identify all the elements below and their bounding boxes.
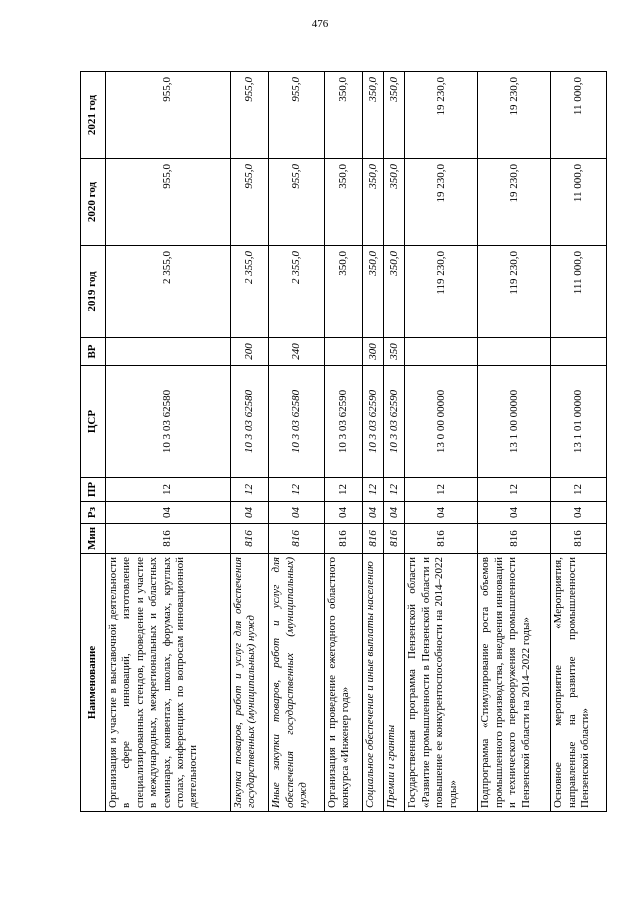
row-name: Иные закупки товаров, работ и услуг для обеспечения государственных (муниципальных) нужд — [269, 554, 325, 812]
row-amount-2019: 2 355,0 — [230, 246, 268, 338]
row-min: 816 — [324, 524, 362, 554]
row-pr: 12 — [551, 478, 607, 502]
row-amount-2020: 955,0 — [269, 159, 325, 246]
row-rz: 04 — [269, 502, 325, 524]
row-name: Подпрограмма «Стимулирование роста объемов промышленного производства, внедрения инноваций и технического перевооружения промышленности Пензенской области на 2014–2022 годы» — [478, 554, 551, 812]
row-amount-2021: 350,0 — [384, 72, 405, 159]
row-vr: 350 — [384, 338, 405, 366]
row-vr — [405, 338, 478, 366]
row-min: 816 — [363, 524, 384, 554]
row-min: 816 — [405, 524, 478, 554]
row-min: 816 — [384, 524, 405, 554]
row-amount-2021: 955,0 — [106, 72, 231, 159]
row-pr: 12 — [106, 478, 231, 502]
row-amount-2019: 119 230,0 — [478, 246, 551, 338]
table-row — [478, 72, 551, 812]
row-amount-2020: 955,0 — [106, 159, 231, 246]
row-csr: 10 3 03 62590 — [363, 366, 384, 478]
row-amount-2019: 350,0 — [363, 246, 384, 338]
row-amount-2020: 19 230,0 — [405, 159, 478, 246]
row-min: 816 — [269, 524, 325, 554]
table-row — [384, 72, 405, 812]
rotated-table-frame — [80, 72, 607, 812]
table-body — [106, 72, 607, 812]
row-min: 816 — [478, 524, 551, 554]
row-csr: 13 1 00 00000 — [478, 366, 551, 478]
row-rz: 04 — [551, 502, 607, 524]
row-amount-2020: 955,0 — [230, 159, 268, 246]
table-row — [269, 72, 325, 812]
row-amount-2019: 2 355,0 — [269, 246, 325, 338]
table-row — [324, 72, 362, 812]
header-pr: ПР — [81, 478, 106, 502]
row-pr: 12 — [230, 478, 268, 502]
row-name: Основное мероприятие «Мероприятия, направленные на развитие промышленности Пензенской области» — [551, 554, 607, 812]
row-vr: 200 — [230, 338, 268, 366]
header-rz: Рз — [81, 502, 106, 524]
budget-table — [80, 71, 607, 812]
header-2020: 2020 год — [81, 159, 106, 246]
row-amount-2021: 350,0 — [324, 72, 362, 159]
row-name: Социальное обеспечение и иные выплаты населению — [363, 554, 384, 812]
row-rz: 04 — [478, 502, 551, 524]
row-pr: 12 — [384, 478, 405, 502]
row-rz: 04 — [405, 502, 478, 524]
row-amount-2019: 119 230,0 — [405, 246, 478, 338]
row-rz: 04 — [230, 502, 268, 524]
row-vr: 240 — [269, 338, 325, 366]
row-amount-2021: 19 230,0 — [405, 72, 478, 159]
row-pr: 12 — [269, 478, 325, 502]
row-amount-2021: 955,0 — [269, 72, 325, 159]
row-name: Закупка товаров, работ и услуг для обеспечения государственных (муниципальных) нужд — [230, 554, 268, 812]
row-vr — [478, 338, 551, 366]
row-amount-2021: 955,0 — [230, 72, 268, 159]
row-amount-2019: 2 355,0 — [106, 246, 231, 338]
row-amount-2021: 350,0 — [363, 72, 384, 159]
page-number: 476 — [311, 18, 329, 30]
header-2021: 2021 год — [81, 72, 106, 159]
table-row — [551, 72, 607, 812]
row-csr: 10 3 03 62590 — [384, 366, 405, 478]
row-amount-2020: 350,0 — [324, 159, 362, 246]
row-pr: 12 — [324, 478, 362, 502]
row-csr: 13 0 00 00000 — [405, 366, 478, 478]
row-vr — [324, 338, 362, 366]
header-vr: ВР — [81, 338, 106, 366]
header-min: Мин — [81, 524, 106, 554]
table-row — [106, 72, 231, 812]
row-amount-2021: 11 000,0 — [551, 72, 607, 159]
row-min: 816 — [106, 524, 231, 554]
row-name: Организация и проведение ежегодного областного конкурса «Инженер года» — [324, 554, 362, 812]
row-rz: 04 — [324, 502, 362, 524]
row-amount-2021: 19 230,0 — [478, 72, 551, 159]
row-min: 816 — [551, 524, 607, 554]
row-amount-2020: 350,0 — [363, 159, 384, 246]
row-pr: 12 — [478, 478, 551, 502]
row-amount-2019: 350,0 — [384, 246, 405, 338]
row-pr: 12 — [405, 478, 478, 502]
row-vr — [551, 338, 607, 366]
row-csr: 10 3 03 62590 — [324, 366, 362, 478]
row-pr: 12 — [363, 478, 384, 502]
row-name: Организация и участие в выставочной деятельности в сфере инноваций, изготовление специализированных стендов, проведение и участие в международных, межрегиональных и областных семинарах, конвентах, школах, форумах, круглых столах, конференциях по вопросам инновационной деятельности — [106, 554, 231, 812]
row-amount-2020: 19 230,0 — [478, 159, 551, 246]
row-amount-2019: 111 000,0 — [551, 246, 607, 338]
row-vr: 300 — [363, 338, 384, 366]
row-csr: 10 3 03 62580 — [269, 366, 325, 478]
row-rz: 04 — [363, 502, 384, 524]
row-amount-2020: 350,0 — [384, 159, 405, 246]
row-rz: 04 — [384, 502, 405, 524]
row-name: Премии и гранты — [384, 554, 405, 812]
row-csr: 13 1 01 00000 — [551, 366, 607, 478]
row-vr — [106, 338, 231, 366]
row-rz: 04 — [106, 502, 231, 524]
table-rotation-wrapper — [80, 72, 607, 812]
row-csr: 10 3 03 62580 — [106, 366, 231, 478]
header-2019: 2019 год — [81, 246, 106, 338]
row-amount-2020: 11 000,0 — [551, 159, 607, 246]
table-row — [230, 72, 268, 812]
table-row — [363, 72, 384, 812]
table-row — [405, 72, 478, 812]
row-amount-2019: 350,0 — [324, 246, 362, 338]
row-min: 816 — [230, 524, 268, 554]
header-csr: ЦСР — [81, 366, 106, 478]
header-name: Наименование — [81, 554, 106, 812]
row-name: Государственная программа Пензенской области «Развитие промышленности в Пензенской области и повышение ее конкурентоспособности на 2014–2022 годы» — [405, 554, 478, 812]
row-csr: 10 3 03 62580 — [230, 366, 268, 478]
table-header-row — [81, 72, 106, 812]
